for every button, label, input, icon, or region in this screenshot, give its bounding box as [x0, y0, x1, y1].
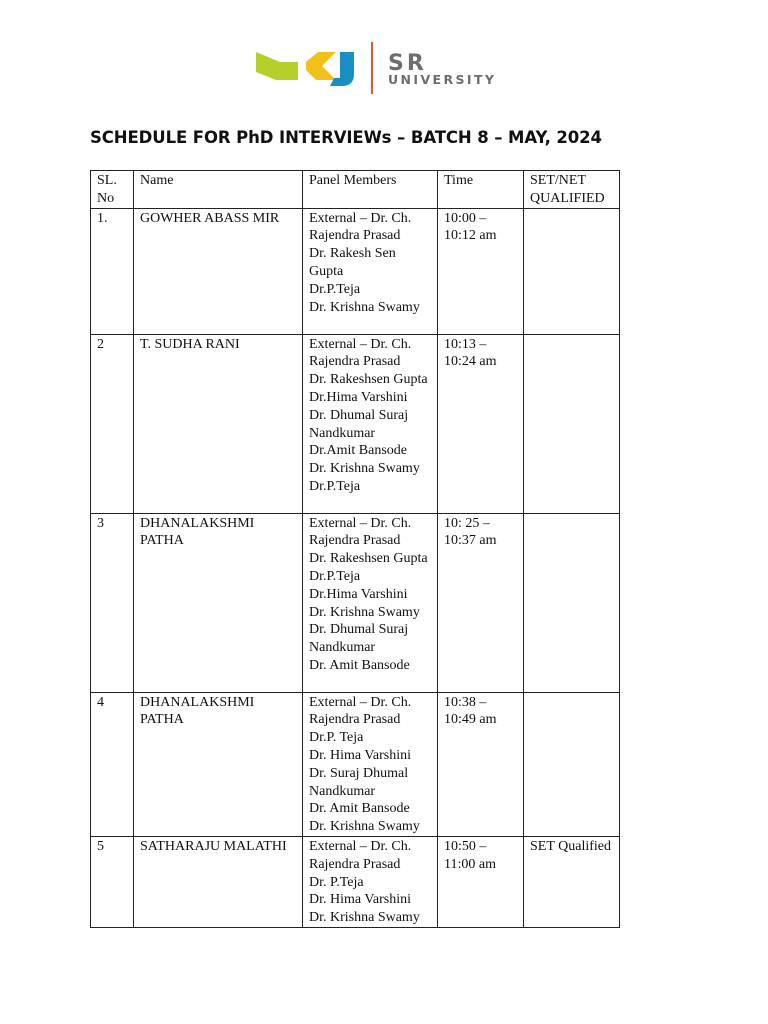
schedule-table [90, 170, 620, 928]
cell-panel [303, 513, 438, 692]
panel-member: Dr. Suraj Dhumal Nandkumar [309, 765, 409, 799]
table-row [91, 208, 620, 334]
table-header-row [91, 171, 620, 209]
panel-member: Dr. Krishna Swamy [309, 604, 420, 620]
panel-member: External – Dr. Ch. Rajendra Prasad [309, 838, 412, 872]
cell-qualified [524, 692, 620, 836]
header-panel-members: Panel Members [303, 171, 438, 209]
panel-member: Dr. Amit Bansode [309, 801, 410, 817]
panel-member: Dr.Hima Varshini [309, 586, 408, 602]
cell-name: DHANALAKSHMI PATHA [134, 513, 303, 692]
cell-time: 10:50 – 11:00 am [438, 836, 524, 927]
panel-member: Dr.P.Teja [309, 281, 361, 297]
header-sl-no: SL. No [91, 171, 134, 209]
panel-member: Dr. Rakeshsen Gupta [309, 372, 428, 388]
logo-mark-right [330, 52, 354, 86]
panel-member: External – Dr. Ch. Rajendra Prasad [309, 210, 412, 244]
logo-divider [371, 42, 373, 94]
logo-university-text: UNIVERSITY [388, 72, 497, 87]
panel-member: External – Dr. Ch. Rajendra Prasad [309, 336, 412, 370]
panel-member: Dr.Hima Varshini [309, 389, 408, 405]
cell-time: 10:13 – 10:24 am [438, 334, 524, 513]
panel-member: Dr.P.Teja [309, 478, 361, 494]
logo-sr-text: SR [388, 51, 427, 76]
cell-time: 10:00 – 10:12 am [438, 208, 524, 334]
cell-qualified [524, 513, 620, 692]
cell-panel [303, 334, 438, 513]
cell-qualified [524, 334, 620, 513]
logo-mark-left [256, 52, 298, 80]
panel-member: Dr. Hima Varshini [309, 747, 412, 763]
cell-sl: 2 [91, 334, 134, 513]
cell-time: 10:38 – 10:49 am [438, 692, 524, 836]
panel-member: Dr. Amit Bansode [309, 657, 410, 673]
table-row [91, 836, 620, 927]
panel-member: Dr. Krishna Swamy [309, 819, 420, 835]
cell-sl: 5 [91, 836, 134, 927]
table-row [91, 513, 620, 692]
panel-member: External – Dr. Ch. Rajendra Prasad [309, 694, 412, 728]
panel-member: Dr. Krishna Swamy [309, 299, 420, 315]
header-qualified: SET/NET QUALIFIED [524, 171, 620, 209]
logo-mark-middle [306, 52, 336, 80]
cell-name: DHANALAKSHMI PATHA [134, 692, 303, 836]
panel-member: Dr. Rakeshsen Gupta [309, 551, 428, 567]
cell-sl: 4 [91, 692, 134, 836]
panel-member: Dr. Dhumal Suraj Nandkumar [309, 407, 409, 441]
panel-member: Dr. Hima Varshini [309, 892, 412, 908]
cell-name: T. SUDHA RANI [134, 334, 303, 513]
cell-name: SATHARAJU MALATHI [134, 836, 303, 927]
sr-university-logo [254, 40, 524, 96]
cell-qualified [524, 208, 620, 334]
table-row [91, 334, 620, 513]
panel-member: Dr. Krishna Swamy [309, 910, 420, 926]
panel-member: Dr.Amit Bansode [309, 443, 407, 459]
cell-name: GOWHER ABASS MIR [134, 208, 303, 334]
header-time: Time [438, 171, 524, 209]
cell-panel [303, 692, 438, 836]
panel-member: Dr.P. Teja [309, 730, 364, 746]
panel-member: Dr. Krishna Swamy [309, 461, 420, 477]
cell-sl: 3 [91, 513, 134, 692]
panel-member: External – Dr. Ch. Rajendra Prasad [309, 515, 412, 549]
page-title: SCHEDULE FOR PhD INTERVIEWs – BATCH 8 – MAY, 2024 [90, 128, 602, 147]
panel-member: Dr. P.Teja [309, 874, 364, 890]
panel-member: Dr. Dhumal Suraj Nandkumar [309, 622, 409, 656]
cell-panel [303, 208, 438, 334]
cell-sl: 1. [91, 208, 134, 334]
panel-member: Dr.P.Teja [309, 568, 361, 584]
header-name: Name [134, 171, 303, 209]
cell-qualified: SET Qualified [524, 836, 620, 927]
table-row [91, 692, 620, 836]
cell-panel [303, 836, 438, 927]
panel-member: Dr. Rakesh Sen Gupta [309, 246, 396, 279]
cell-time: 10: 25 – 10:37 am [438, 513, 524, 692]
